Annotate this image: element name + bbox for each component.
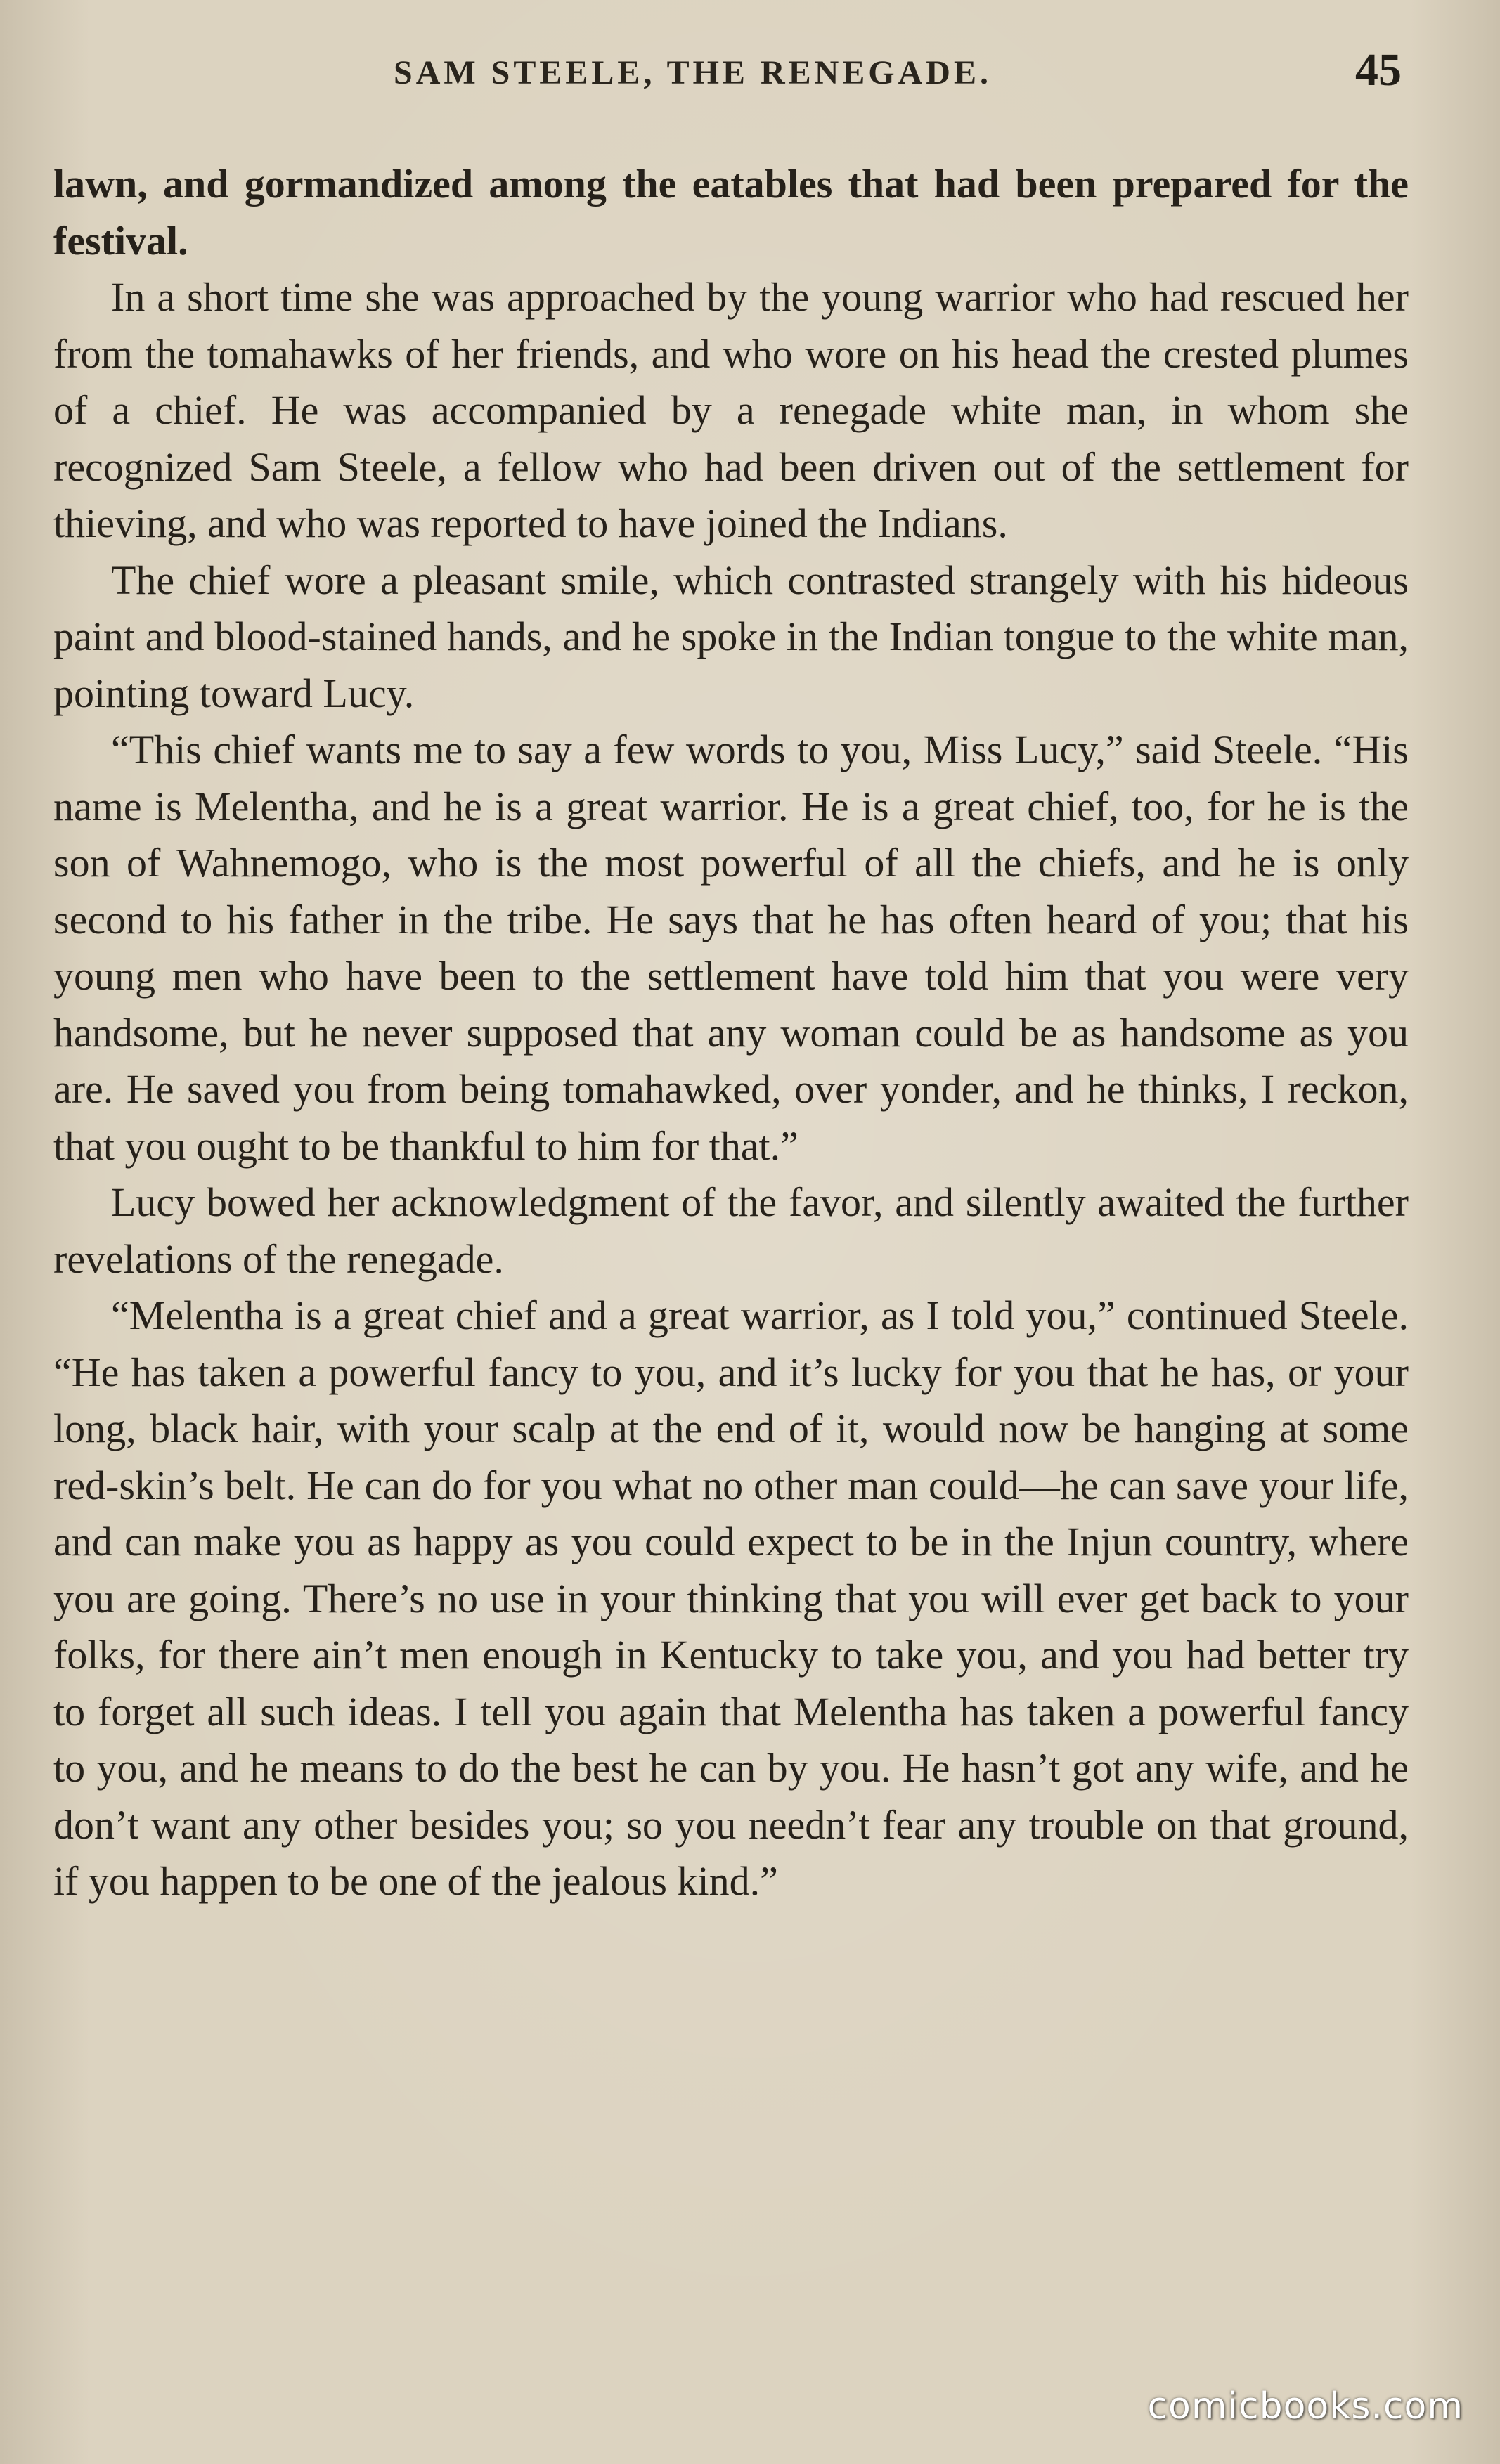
running-head: SAM STEELE, THE RENEGADE. — [394, 54, 992, 91]
paragraph-lucy-bowed: Lucy bowed her acknowledgment of the favor, and silently awaited the further revelations of the renegade. — [53, 1179, 1409, 1282]
body-text — [53, 156, 1409, 1910]
paragraph-steele-speech-2: “Melentha is a great chief and a great warrior, as I told you,” continued Steele. “He has taken a powerful fancy to you, and it’s lucky for you that he has, or your long, black hair, with your scalp at the end of it, would now be hanging at some red-skin’s belt. He can do for you what no other man could—he can save your life, and can make you as happy as you could expect to be in the Injun country, where you are going. There’s no use in your thinking that you will ever get back to your folks, for there ain’t men enough in Kentucky to take you, and you had better try to forget all such ideas. I tell you again that Melentha has taken a powerful fancy to you, and he means to do the best he can by you. He hasn’t got any wife, and he don’t want any other besides you; so you needn’t fear any trouble on that ground, if you happen to be one of the jealous kind.” — [53, 1292, 1409, 1904]
paragraph-steele-speech-1: “This chief wants me to say a few words to you, Miss Lucy,” said Steele. “His name is Melentha, and he is a great warrior. He is a great chief, too, for he is the son of Wahnemogo, who is the most powerful of all the chiefs, and he is only second to his father in the tribe. He says that he has often heard of you; that his young men who have been to the settlement have told him that you were very handsome, but he never supposed that any woman could be as handsome as you are. He saved you from being tomahawked, over yonder, and he thinks, I reckon, that you ought to be thankful to him for that.” — [53, 727, 1409, 1169]
paragraph-continuation: lawn, and gormandized among the eatables that had been prepared for the festival. — [53, 161, 1409, 264]
paragraph-chief-smile: The chief wore a pleasant smile, which contrasted strangely with his hideous paint and blood-stained hands, and he spoke in the Indian tongue to the white man, pointing toward Lucy. — [53, 557, 1409, 716]
page-number: 45 — [1355, 44, 1402, 96]
paragraph-warrior-approach: In a short time she was approached by the young warrior who had rescued her from the tomahawks of her friends, and who wore on his head the crested plumes of a chief. He was accompanied by a renegade white man, in whom she recognized Sam Steele, a fellow who had been driven out of the settlement for thieving, and who was reported to have joined the Indians. — [53, 274, 1409, 546]
watermark-logo: comicbooks.com — [1147, 2385, 1463, 2427]
page-header — [56, 44, 1416, 100]
